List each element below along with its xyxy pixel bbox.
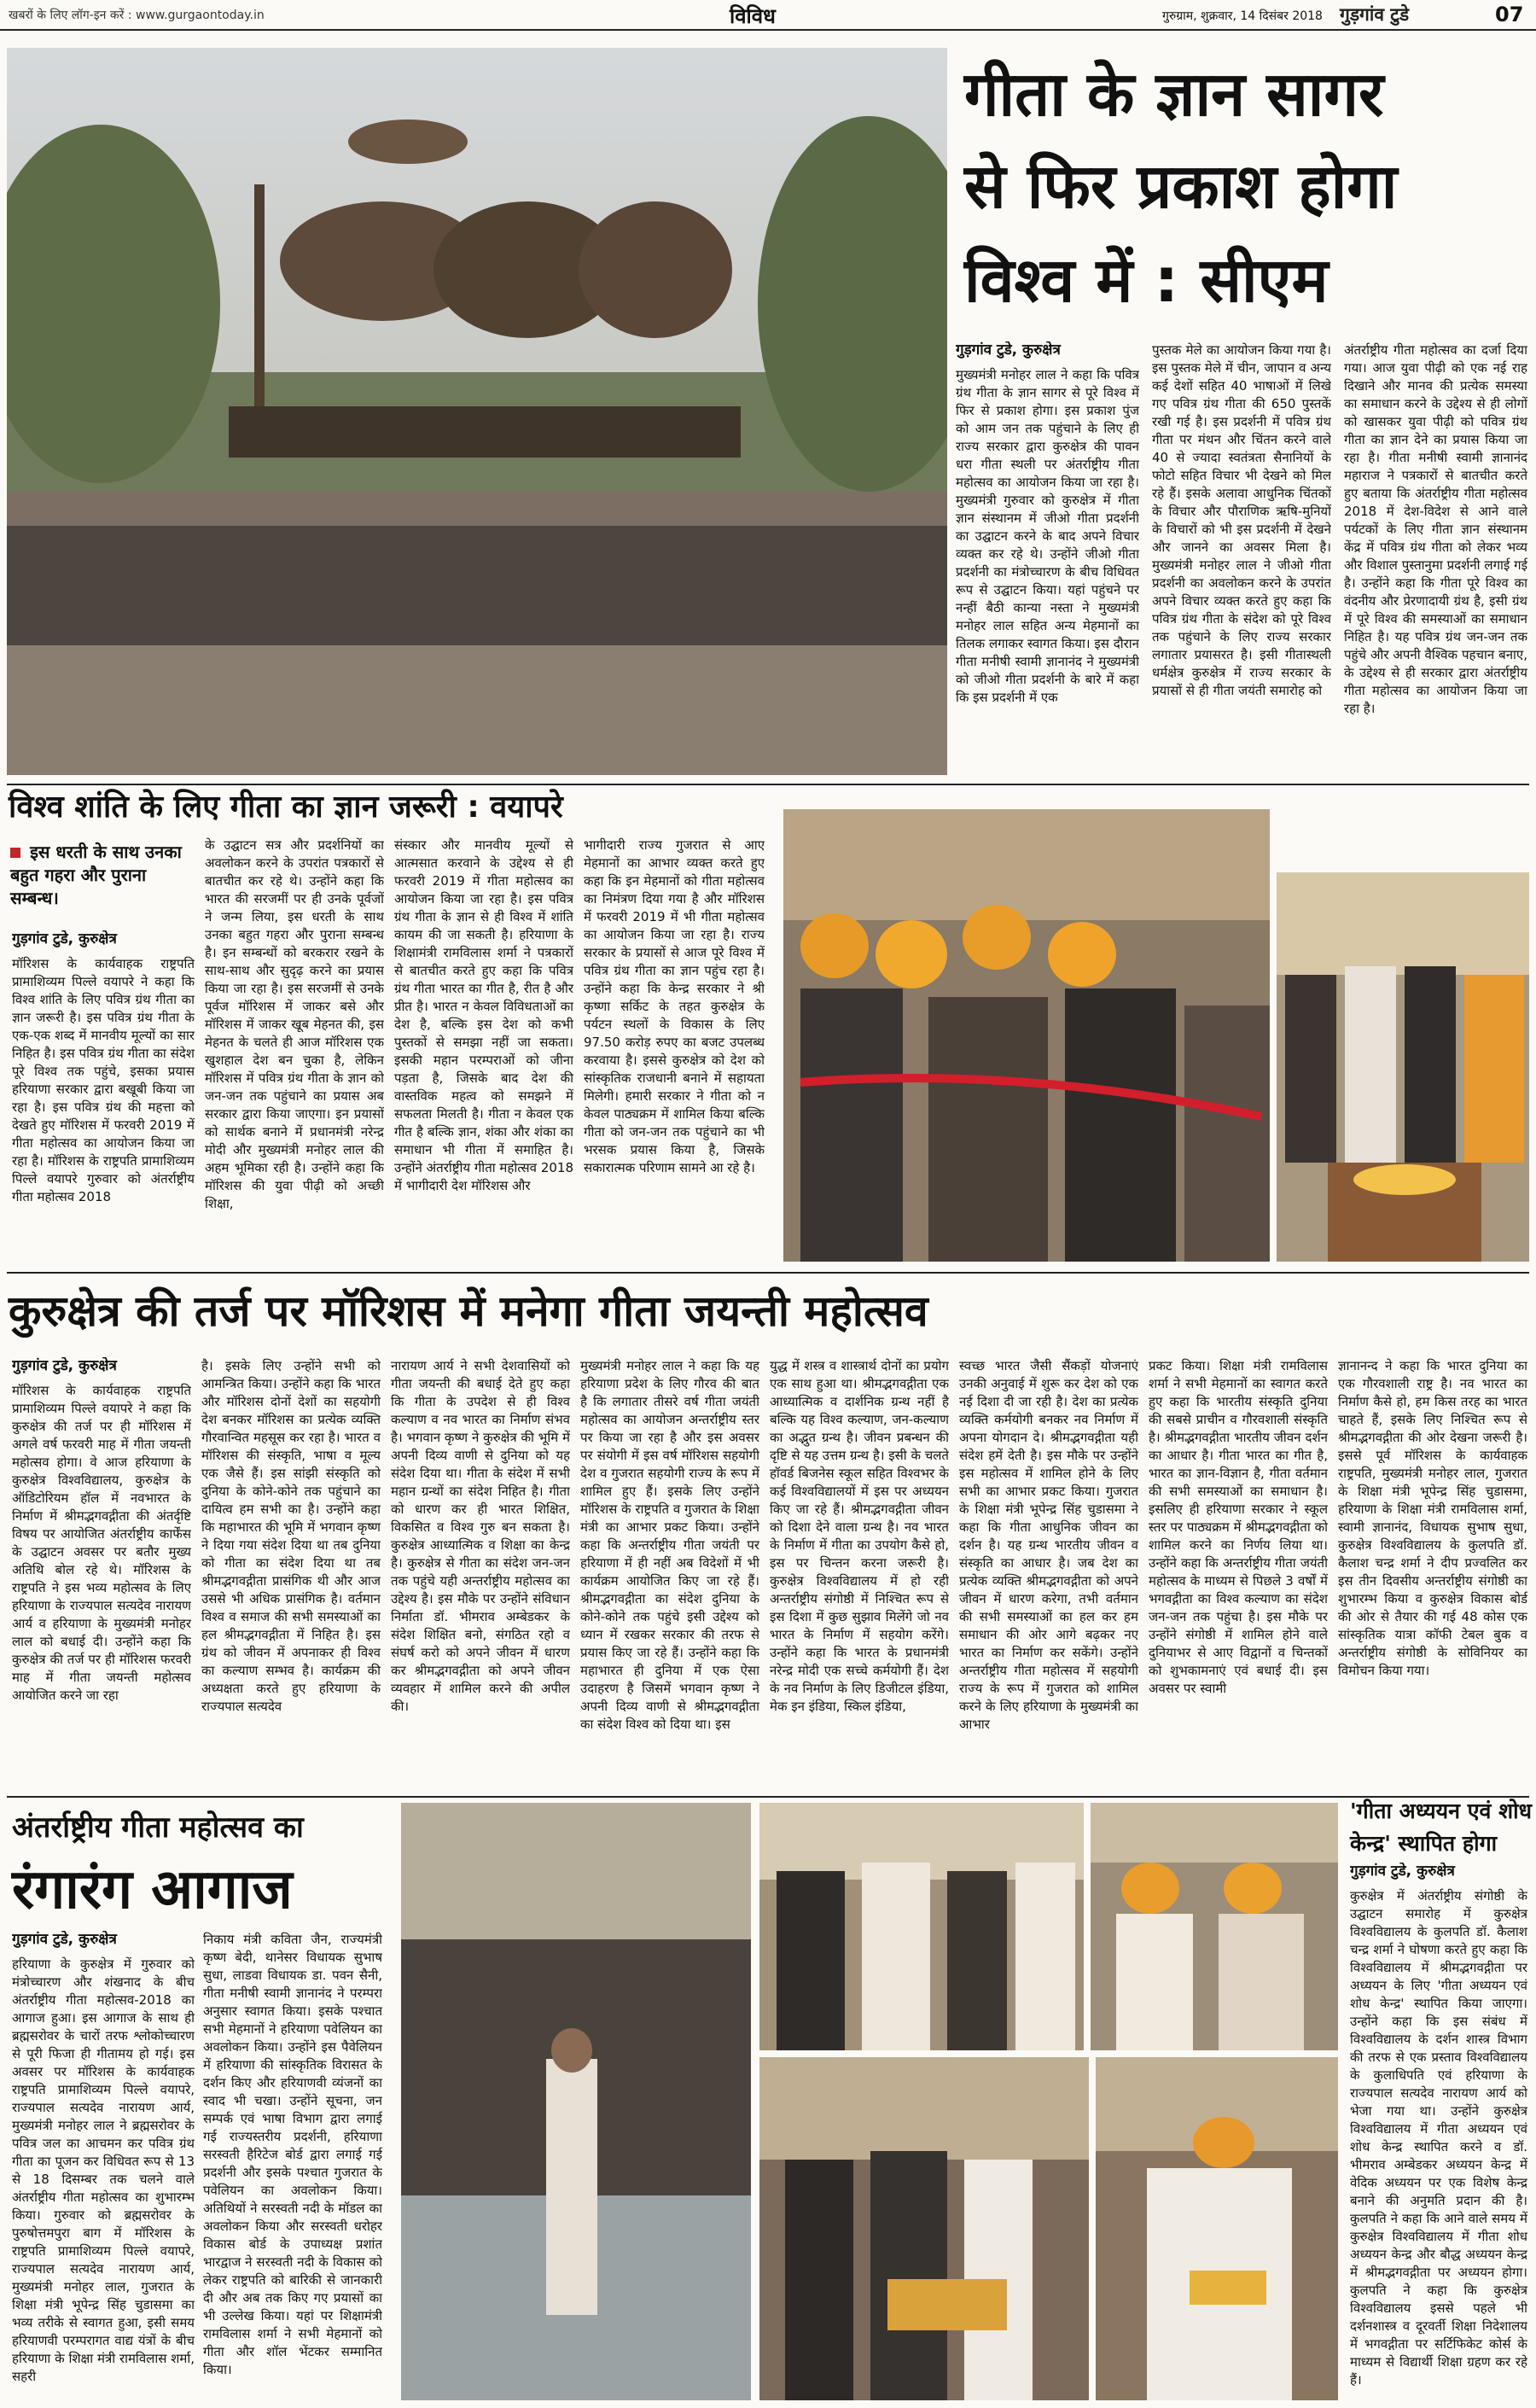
story4-headline-line1: अंतर्राष्ट्रीय गीता महोत्सव का	[12, 1810, 304, 1845]
masthead-url[interactable]: खबरों के लिए लॉग-इन करें : www.gurgaontoday.in	[9, 9, 265, 22]
section-label: विविध	[730, 4, 776, 28]
photo-lamp-lighting	[1091, 1803, 1338, 2050]
story3-column-1	[12, 1357, 191, 1791]
story3-column-5	[770, 1357, 949, 1791]
story1-text-1: मुख्यमंत्री मनोहर लाल ने कहा कि पवित्र ग्रंथ गीता के ज्ञान सागर से पूरे विश्व में फिर से प्रकाश होगा। इस प्रकाश पुंज को आम जन तक पहुंचाने के लिए ही राज्य सरकार द्वारा कुरुक्षेत्र की पावन धरा गीता स्थली पर अंतर्राष्ट्रीय गीता महोत्सव का आयोजन किया जा रहा है। मुख्यमंत्री गुरुवार को कुरुक्षेत्र में गीता ज्ञान संस्थानम में जीओ गीता प्रदर्शनी का उद्घाटन करने के बाद अपने विचार व्यक्त कर रहे थे। उन्होंने जीओ गीता प्रदर्शनी का मंत्रोच्चारण के बीच विधिवत रूप से उद्घाटन किया। यहां पहुंचने पर नन्हीं बैठी कान्या नस्ता ने मुख्यमंत्री मनोहर लाल सहित अन्य मेहमानों का तिलक लगाकर स्वागत किया। इस दौरान गीता मनीषी स्वामी ज्ञानानंद ने मुख्यमंत्री को जीओ गीता प्रदर्शनी के बारे में कहा कि इस प्रदर्शनी में एक	[956, 367, 1139, 705]
story5-text: कुरुक्षेत्र में अंतर्राष्ट्रीय संगोष्ठी के उद्घाटन समारोह में कुरुक्षेत्र विश्वविद्यालय के कुलपति डॉ. कैलाश चन्द्र शर्मा ने घोषणा करते हुए कहा कि विश्वविद्यालय में श्रीमद्भगवद्गीता पर अध्ययन के लिए 'गीता अध्ययन एवं शोध केन्द्र' स्थापित किया जाएगा। उन्होंने कहा कि इस संबंध में विश्वविद्यालय के दर्शन शास्त्र विभाग की तरफ से एक प्रस्ताव विश्वविद्यालय के कुलाधिपति एवं हरियाणा के राज्यपाल सत्यदेव नारायण आर्य को भेजा गया था। उन्होंने कुरुक्षेत्र विश्वविद्यालय में गीता अध्ययन एवं शोध केन्द्र स्थापित करने व डॉ. भीमराव अम्बेडकर अध्ययन केन्द्र में वेदिक अध्ययन पर एक विशेष केन्द्र बनाने की अनुमति प्रदान की है। कुलपति ने कहा कि आने वाले समय में कुरुक्षेत्र विश्वविद्यालय में गीता शोध अध्ययन केन्द्र और बौद्ध अध्ययन केन्द्र में श्रीमद्भगवद्गीता पर अध्ययन होगा। कुलपति ने कहा कि कुरुक्षेत्र विश्वविद्यालय इससे पहले भी दर्शनशास्त्र व दूरवर्ती शिक्षा निदेशालय में भगवद्गीता पर सर्टिफिकेट कोर्स के माध्यम से विद्यार्थी शिक्षा ग्रहण कर रहे हैं।	[1350, 1888, 1527, 2388]
pullquote-text: इस धरती के साथ उनका बहुत गहरा और पुराना सम्बन्ध।	[10, 842, 182, 908]
photo-pavilion-visit	[759, 1803, 1084, 2050]
story3-column-3	[391, 1357, 570, 1791]
masthead-date: गुरुग्राम, शुक्रवार, 14 दिसंबर 2018	[1162, 9, 1323, 23]
divider-3	[7, 1796, 1529, 1798]
story3-headline: कुरुक्षेत्र की तर्ज पर मॉरिशस में मनेगा गीता जयन्ती महोत्सव	[9, 1286, 928, 1336]
story5-column	[1350, 1863, 1527, 2400]
masthead	[0, 0, 1536, 31]
story1-headline-line2: से फिर प्रकाश होगा	[964, 150, 1398, 222]
story4-column-2	[203, 1931, 382, 2404]
story4-text-2: निकाय मंत्री कविता जैन, राज्यमंत्री कृष्ण बेदी, थानेसर विधायक सुभाष सुधा, लाडवा विधायक डा. पवन सैनी, गीता मनीषी स्वामी ज्ञानानंद ने परम्परा अनुसार स्वागत किया। इसके पश्चात सभी मेहमानों ने हरियाणा पवेलियन का अवलोकन किया। उन्होंने इस पैवेलियन में हरियाणा की सांस्कृतिक विरासत के दर्शन किए और हरियाणवी व्यंजनों का स्वाद भी चखा। उन्होंने सूचना, जन सम्पर्क एवं भाषा विभाग द्वारा लगाई गई राज्यस्तरीय प्रदर्शनी, हरियाणा सरस्वती हैरिटेज बोर्ड द्वारा लगाई गई प्रदर्शनी और इसके पश्चात गुजरात के पवेलियन का अवलोकन किया। अतिथियों ने सरस्वती नदी के मॉडल का अवलोकन किया और सरस्वती धरोहर विकास बोर्ड के उपाध्यक्ष प्रशांत भारद्वाज ने सरस्वती नदी के विकास को लेकर राष्ट्रपति को बारिकी से जानकारी दी और अब तक किए गए प्रयासों का भी उल्लेख किया। यहां पर शिक्षामंत्री रामविलास शर्मा ने सभी मेहमानों को गीता और शॉल भेंटकर सम्मानित किया।	[203, 1932, 382, 2377]
story1-column-3	[1344, 341, 1527, 775]
story1-column-1	[956, 341, 1139, 775]
story3-text-5: युद्ध में शस्त्र व शास्त्रार्थ दोनों का प्रयोग एक साथ हुआ था। श्रीमद्भगवद्गीता एक आध्यात्मिक व दार्शनिक ग्रन्थ नहीं है बल्कि यह विश्व कल्याण, जन-कल्याण का अद्भुत ग्रन्थ है। जीवन प्रबन्धन की दृष्टि से यह उत्तम ग्रन्थ है। इसी के चलते हॉवर्ड बिजनेस स्कूल सहित विश्वभर के कई विश्वविद्यालयों में इस पर अध्ययन किए जा रहे हैं। श्रीमद्भगवद्गीता जीवन को दिशा देने वाला ग्रन्थ है। नव भारत के निर्माण में गीता का उपयोग कैसे हो, इस पर चिन्तन करना जरूरी है। कुरुक्षेत्र विश्वविद्यालय में हो रही अन्तर्राष्ट्रीय संगोष्ठी में निश्चित रूप से इस दिशा में कुछ सुझाव मिलेंगे जो नव भारत के निर्माण में सहयोग करेंगे। उन्होंने कहा कि भारत के प्रधानमंत्री नरेन्द्र मोदी एक सच्चे कर्मयोगी हैं। देश के नव निर्माण के लिए डिजीटल इंडिया, मेक इन इंडिया, स्किल इंडिया,	[770, 1358, 949, 1714]
story2-text-2: के उद्घाटन सत्र और प्रदर्शनियों का अवलोकन करने के उपरांत पत्रकारों से बातचीत कर रहे थे। उन्होंने कहा कि भारत की सरजमीं पर ही उनके पूर्वजों ने जन्म लिया, इस धरती के साथ उनका बहुत गहरा और पुराना सम्बन्ध है। इन सम्बन्धों को बरकरार रखने के साथ-साथ और सुदृढ़ करने का प्रयास किया जा रहा है। इस सरजमीं से उनके पूर्वज मॉरिशस में जाकर बसे और मॉरिशस में जाकर खूब मेहनत की, इस मेहनत के चलते ही आज मॉरिशस एक खुशहाल देश बन चुका है, लेकिन मॉरिशस में पवित्र ग्रंथ गीता के ज्ञान को जन-जन तक पहुंचाने का प्रयास अब सरकार द्वारा किया जाएगा। इन प्रयासों को सार्थक बनाने में प्रधानमंत्री नरेन्द्र मोदी और मुख्यमंत्री मनोहर लाल की अहम भूमिका रही है। उन्होंने कहा कि मॉरिशस की युवा पीढ़ी को अच्छी शिक्षा,	[205, 837, 384, 1211]
story2-column-3	[394, 837, 573, 1272]
story3-column-6	[959, 1357, 1138, 1791]
story3-column-7	[1149, 1357, 1328, 1791]
story1-headline-line1: गीता के ज्ञान सागर	[964, 58, 1384, 130]
story2-text-3: संस्कार और मानवीय मूल्यों से आत्मसात करवाने के उद्देश्य से ही फरवरी 2019 में गीता महोत्सव का आयोजन किया जा रहा है। इस पवित्र ग्रंथ गीता के ज्ञान से ही विश्व में शांति कायम की जा सकती है। हरियाणा के शिक्षामंत्री रामविलास शर्मा ने पत्रकारों से बातचीत करते हुए कहा कि पवित्र ग्रंथ गीता भारत का गीत है, रीत है और प्रीत है। भारत न केवल विविधताओं का देश है, बल्कि इस देश को कभी पुस्तकों से समझा नहीं जा सकता। इसकी महान परम्पराओं को जीना पड़ता है, जिसके बाद देश की वास्तविक महत्व को समझने में सफलता मिलती है। गीता न केवल एक गीत है बल्कि ज्ञान, शंका और शंका का समाधान भी गीता में समाहित है। उन्होंने अंतर्राष्ट्रीय गीता महोत्सव 2018 में भागीदारी देश मॉरिशस और	[394, 837, 573, 1193]
divider-1	[7, 784, 1529, 785]
story3-text-3: नारायण आर्य ने सभी देशवासियों को गीता जयन्ती की बधाई देते हुए कहा कि गीता के उपदेश से ही विश्व कल्याण व नव भारत का निर्माण संभव है। भगवान कृष्ण ने कुरुक्षेत्र की भूमि में अपनी दिव्य वाणी से दुनिया को यह संदेश दिया था। गीता के संदेश में सभी महान ग्रन्थों का संदेश निहित है। गीता को धारण कर ही भारत शिक्षित, विकसित व विश्व गुरु बन सकता है। कुरुक्षेत्र आध्यात्मिक व शिक्षा का केन्द्र है। कुरुक्षेत्र से गीता का संदेश जन-जन तक पहुंचे यही अन्तर्राष्ट्रीय महोत्सव का उद्देश्य है। इस मौके पर उन्होंने संविधान निर्माता डॉ. भीमराव अम्बेडकर के संदेश शिक्षित बनो, संगठित रहो व संघर्ष करो को अपने जीवन में धारण कर श्रीमद्भगवद्गीता को अपने जीवन व्यवहार में शामिल करने की अपील की।	[391, 1358, 570, 1714]
story3-text-7: प्रकट किया। शिक्षा मंत्री रामविलास शर्मा ने सभी मेहमानों का स्वागत करते हुए कहा कि भारतीय संस्कृति दुनिया की सबसे प्राचीन व गौरवशाली संस्कृति है। श्रीमद्भगवद्गीता भारतीय जीवन दर्शन का आधार है। गीता भारत का गीत है, भारत का ज्ञान-विज्ञान है, गीता वर्तमान की सभी समस्याओं का समाधान है। इसलिए ही हरियाणा सरकार ने स्कूल स्तर पर पाठ्यक्रम में श्रीमद्भगवद्गीता को शामिल करने का निर्णय लिया था। उन्होंने कहा कि अन्तर्राष्ट्रीय गीता जयंती महोत्सव के माध्यम से पिछले 3 वर्षों में भगवद्गीता का विश्व कल्याण का संदेश जन-जन तक पहुंचा है। इस मौके पर उन्होंने संगोष्ठी में शामिल होने वाले दुनियाभर से आए विद्वानों व चिन्तकों को शुभकामनाएं एवं बधाई दी। इस अवसर पर स्वामी	[1149, 1358, 1328, 1696]
story1-text-3: अंतर्राष्ट्रीय गीता महोत्सव का दर्जा दिया गया। आज युवा पीढ़ी को एक नई राह दिखाने और मानव की प्रत्येक समस्या का समाधान करने के उद्देश्य से ही लोगों को खासकर युवा पीढ़ी को पवित्र ग्रंथ गीता का ज्ञान देने का प्रयास किया जा रहा है। गीता मनीषी स्वामी ज्ञानानंद महाराज ने पत्रकारों से बातचीत करते हुए बताया कि अंतर्राष्ट्रीय गीता महोत्सव 2018 में देश-विदेश से आने वाले पर्यटकों के लिए गीता ज्ञान संस्थानम केंद्र में पवित्र ग्रंथ गीता को लेकर भव्य और विशाल पुस्तानुमा प्रदर्शनी लगाई गई है। उन्होंने कहा कि गीता पूरे विश्व का वंदनीय और प्रेरणादायी ग्रंथ है, इसी ग्रंथ में पूरे विश्व की समस्याओं का समाधान निहित है। यह पवित्र ग्रंथ जन-जन तक पहुंचे और अपनी वैश्विक पहचान बनाए, के उद्देश्य से ही सरकार द्वारा अंतर्राष्ट्रीय गीता महोत्सव का आयोजन किया जा रहा है।	[1344, 342, 1527, 716]
story4-text-1: हरियाणा के कुरुक्षेत्र में गुरुवार को मंत्रोच्चारण और शंखनाद के बीच अंतर्राष्ट्रीय गीता महोत्सव-2018 का आगाज हुआ। इस आगाज के साथ ही ब्रह्मसरोवर के चारों तरफ श्लोकोच्चारण से पूरी फिजा ही गीतामय हो गई। इस अवसर पर मॉरिशस के कार्यवाहक राष्ट्रपति प्रामाशिव्यम पिल्ले वयापरे, राज्यपाल सत्यदेव नारायण आर्य, मुख्यमंत्री मनोहर लाल ने ब्रह्मसरोवर के पवित्र जल का आचमन कर पवित्र ग्रंथ गीता का पूजन कर विधिवत रूप से 13 से 18 दिसम्बर तक चलने वाले अंतर्राष्ट्रीय गीता महोत्सव का शुभारम्भ किया। गुरुवार को ब्रह्मसरोवर के पुरुषोत्तमपुरा बाग में मॉरिशस के राष्ट्रपति प्रामाशिव्यम पिल्ले वयापरे, राज्यपाल सत्यदेव नारायण आर्य, मुख्यमंत्री मनोहर लाल, गुजरात के शिक्षा मंत्री भूपेन्द्र सिंह चुडासमा का भव्य तरीके से स्वागत हुआ, इसी समय हरियाणवी परम्परागत वाद्य यंत्रों के बीच हरियाणा के शिक्षा मंत्री रामविलास शर्मा, सहरी	[12, 1956, 195, 2384]
story1-column-2	[1152, 341, 1331, 775]
page-number: 07	[1495, 3, 1524, 26]
story2-column-2	[205, 837, 384, 1272]
photo-brahmsarovar-pooja	[401, 1803, 751, 2400]
divider-2	[7, 1272, 1529, 1274]
story3-text-2: है। इसके लिए उन्होंने सभी को आमन्त्रित किया। उन्होंने कहा कि भारत और मॉरिशस दोनों देशों का सहयोगी देश बनकर मॉरिशस का प्रत्येक व्यक्ति गौरवान्वित महसूस कर रहा है। भारत व मॉरिशस की संस्कृति, भाषा व मूल्य एक जैसे हैं। इस सांझी संस्कृति को दुनिया के कोने-कोने तक पहुंचाने का दायित्व हम सभी का है। उन्होंने कहा कि महाभारत की भूमि में भगवान कृष्ण ने दिया गया संदेश दिया था तब दुनिया को गीता का संदेश दिया था तब श्रीमद्भगवद्गीता प्रासंगिक थी और आज उससे भी अधिक प्रासंगिक है। वर्तमान विश्व व समाज की सभी समस्याओं का हल श्रीमद्भगवद्गीता में निहित है। इस ग्रंथ को जीवन में अपनाकर ही विश्व का कल्याण सम्भव है। कार्यक्रम की अध्यक्षता करते हुए हरियाणा के राज्यपाल सत्यदेव	[201, 1358, 381, 1714]
photo-pavilion-tasting	[759, 2057, 1089, 2400]
story5-byline: गुड़गांव टुडे, कुरुक्षेत्र	[1350, 1863, 1455, 1880]
photo-krishna-arjun-chariot-group	[7, 48, 947, 775]
story2-text-4: भागीदारी राज्य गुजरात से आए मेहमानों का आभार व्यक्त करते हुए कहा कि इन मेहमानों को गीता महोत्सव का निमंत्रण दिया गया है और मॉरिशस में फरवरी 2019 में भी गीता महोत्सव का आयोजन किया जा रहा है। राज्य सरकार के प्रयासों से आज पूरे विश्व में पवित्र ग्रंथ गीता का ज्ञान पहुंच रहा है। उन्होंने कहा कि केन्द्र सरकार ने श्री कृष्णा सर्किट के तहत कुरुक्षेत्र के पर्यटन स्थलों के विकास के लिए 97.50 करोड़ रुपए का बजट उपलब्ध करवाया है। इससे कुरुक्षेत्र को देश को सांस्कृतिक राजधानी बनाने में सहायता मिलेगी। हमारी सरकार ने गीता को न केवल पाठ्यक्रम में शामिल किया बल्कि गीता को जन-जन तक पहुंचाने का भी भरसक प्रयास किया है, जिसके सकारात्मक परिणाम सामने आ रहे है।	[584, 837, 765, 1175]
story4-byline: गुड़गांव टुडे, कुरुक्षेत्र	[12, 1931, 117, 1948]
story5-headline-line2: केन्द्र' स्थापित होगा	[1350, 1831, 1498, 1856]
story4-headline-line2: रंगारंग आगाज	[12, 1858, 293, 1921]
story2-headline: विश्व शांति के लिए गीता का ज्ञान जरूरी : वयापरे	[9, 790, 563, 825]
story3-column-2	[201, 1357, 381, 1791]
photo-hawan-ceremony	[1277, 872, 1529, 1262]
story3-text-6: स्वच्छ भारत जैसी सैंकड़ों योजनाएं उनकी अनुवाई में शुरू कर देश को एक नई दिशा दी जा रही है। देश का प्रत्येक व्यक्ति कर्मयोगी बनकर नव निर्माण में अपना योगदान दे। श्रीमद्भगवद्गीता यही संदेश हमें देती है। इस मौके पर उन्होंने इस महोत्सव में शामिल होने के लिए सभी का आभार प्रकट किया। गुजरात के शिक्षा मंत्री भूपेन्द्र सिंह चुडासमा ने कहा कि गीता आधुनिक जीवन का दर्शन है। यह ग्रन्थ भारतीय जीवन व संस्कृति का आधार है। जब देश का प्रत्येक व्यक्ति श्रीमद्भगवद्गीता को अपने जीवन में धारण करेगा, तभी वर्तमान की सभी समस्याओं का हल कर हम समाधान की ओर आगे बढ़कर नए भारत का निर्माण कर सकेंगे। उन्होंने अन्तर्राष्ट्रीय गीता महोत्सव में सहयोगी राज्य के रूप में गुजरात को शामिल करने के लिए हरियाणा के मुख्यमंत्री का आभार	[959, 1358, 1138, 1732]
story4-column-1	[12, 1931, 195, 2404]
photo-ribbon-cutting	[783, 809, 1270, 1262]
story1-byline: गुड़गांव टुडे, कुरुक्षेत्र	[956, 341, 1061, 359]
story3-text-8: ज्ञानानन्द ने कहा कि भारत दुनिया का एक गौरवशाली राष्ट्र है। नव भारत का निर्माण कैसे हो, हम किस तरह का भारत चाहते हैं, इसके लिए निश्चित रूप से श्रीमद्भगवद्गीता की ओर देखना जरूरी है। इससे पूर्व मॉरिशस के कार्यवाहक राष्ट्रपति, मुख्यमंत्री मनोहर लाल, गुजरात के शिक्षा मंत्री भूपेन्द्र सिंह चुडासमा, हरियाणा के शिक्षा मंत्री रामविलास शर्मा, स्वामी ज्ञानानंद, विधायक सुभाष सुधा, कुरुक्षेत्र विश्वविद्यालय के कुलपति डॉ. कैलाश चन्द्र शर्मा ने दीप प्रज्वलित कर इस तीन दिवसीय अन्तर्राष्ट्रीय संगोष्ठी का शुभारम्भ किया व कुरुक्षेत्र विकास बोर्ड की ओर से तैयार की गई 48 कोस एक सांस्कृतिक यात्रा कॉफी टेबल बुक व अन्तर्राष्ट्रीय संगोष्ठी के सोविनियर का विमोचन किया गया।	[1338, 1358, 1527, 1678]
story1-headline-line3: विश्व में : सीएम	[964, 244, 1329, 316]
story2-column-1	[12, 930, 195, 1272]
story3-text-1: मॉरिशस के कार्यवाहक राष्ट्रपति प्रामाशिव्यम पिल्ले वयापरे ने कहा कि कुरुक्षेत्र की तर्ज पर ही मॉरिशस में अगले वर्ष फरवरी माह में गीता जयन्ती महोत्सव होगा। वे आज हरियाणा के कुरुक्षेत्र विश्वविद्यालय, कुरुक्षेत्र के ऑडिटोरियम हॉल में नवभारत के निर्माण में श्रीमद्भगवद्गीता की अंतर्दृष्टि विषय पर आयोजित अंतर्राष्ट्रीय कार्फेंस के उद्घाटन अवसर पर बतौर मुख्य अतिथि बोल रहे थे। मॉरिशस के राष्ट्रपति ने इस भव्य महोत्सव के लिए हरियाणा के राज्यपाल सत्यदेव नारायण आर्य व हरियाणा के मुख्यमंत्री मनोहर लाल को बधाई दी। उन्होंने कहा कि कुरुक्षेत्र की तर्ज पर ही मॉरिशस फरवरी माह में गीता जयन्ती महोत्सव आयोजित करने जा रहा	[12, 1383, 191, 1703]
photo-guests-offering	[1096, 2057, 1338, 2400]
story3-column-8	[1338, 1357, 1527, 1791]
brand-logo: गुड़गांव टुडे	[1340, 4, 1410, 25]
story2-text-1: मॉरिशस के कार्यवाहक राष्ट्रपति प्रामाशिव्यम पिल्ले वयापरे ने कहा कि विश्व शांति के लिए पवित्र ग्रंथ गीता का ज्ञान जरूरी है। इस पवित्र ग्रंथ गीता के एक-एक शब्द में मानवीय मूल्यों का सार निहित है। इस पवित्र ग्रंथ गीता का संदेश पूरे विश्व तक पहुंचे, इसका प्रयास हरियाणा सरकार द्वारा बखूबी किया जा रहा है। इस पवित्र ग्रंथ की महत्ता को देखते हुए मॉरिशस में फरवरी 2019 में गीता महोत्सव का आयोजन किया जा रहा है। मॉरिशस के राष्ट्रपति प्रामाशिव्यम पिल्ले वयापरे गुरुवार को अंतर्राष्ट्रीय गीता महोत्सव 2018	[12, 956, 195, 1204]
story3-column-4	[580, 1357, 759, 1791]
pullquote-bullet-icon	[10, 848, 20, 858]
story2-column-4	[584, 837, 765, 1272]
story2-byline: गुड़गांव टुडे, कुरुक्षेत्र	[12, 930, 117, 947]
story3-text-4: मुख्यमंत्री मनोहर लाल ने कहा कि यह हरियाणा प्रदेश के लिए गौरव की बात है कि लगातार तीसरे वर्ष गीता जयंती महोत्सव का आयोजन अन्तर्राष्ट्रीय स्तर पर किया जा रहा है और इस अवसर पर संयोगी में इस वर्ष मॉरिशस सहयोगी देश व गुजरात सहयोगी राज्य के रूप में शामिल हुए हैं। इसके लिए उन्होंने मॉरिशस के राष्ट्रपति व गुजरात के शिक्षा मंत्री का आभार प्रकट किया। उन्होंने कहा कि अन्तर्राष्ट्रीय गीता जयंती पर हरियाणा में ही नहीं अब विदेशों में भी कार्यक्रम आयोजित किए जा रहे हैं। श्रीमद्भगवद्गीता का संदेश दुनिया के कोने-कोने तक पहुंचे इसी उद्देश्य को ध्यान में रखकर सरकार की तरफ से प्रयास किए जा रहे हैं। उन्होंने कहा कि महाभारत ही दुनिया में एक ऐसा उदाहरण है जिसमें भगवान कृष्ण ने अपनी दिव्य वाणी से श्रीमद्भगवद्गीता का संदेश विश्व को दिया था। इस	[580, 1358, 759, 1732]
story5-headline-line1: 'गीता अध्ययन एवं शोध	[1350, 1799, 1532, 1823]
story1-text-2: पुस्तक मेले का आयोजन किया गया है। इस पुस्तक मेले में चीन, जापान व अन्य कई देशों सहित 40 भाषाओं में लिखे गए पवित्र ग्रंथ गीता की 650 पुस्तकें रखी गई है। इस प्रदर्शनी में पवित्र ग्रंथ गीता पर मंथन और चिंतन करने वाले 40 से ज्यादा स्वतंत्रता सैनानियों के फोटो सहित विचार भी देखने को मिल रहे हैं। इसके अलावा आधुनिक चिंतकों के विचार और पौराणिक ऋषि-मुनियों के विचारों को भी इस प्रदर्शनी में देखने और जानने का अवसर मिला है। मुख्यमंत्री मनोहर लाल ने जीओ गीता प्रदर्शनी का अवलोकन करने के उपरांत अपने विचार व्यक्त करते हुए कहा कि पवित्र ग्रंथ गीता के संदेश को पूरे विश्व तक पहुंचाने के लिए राज्य सरकार लगातार प्रयासरत है। इसी गीतास्थली धर्मक्षेत्र कुरुक्षेत्र में राज्य सरकार के प्रयासों से ही गीता जयंती समारोह को	[1152, 342, 1331, 698]
story2-pullquote	[10, 841, 193, 910]
story3-byline: गुड़गांव टुडे, कुरुक्षेत्र	[12, 1357, 117, 1374]
